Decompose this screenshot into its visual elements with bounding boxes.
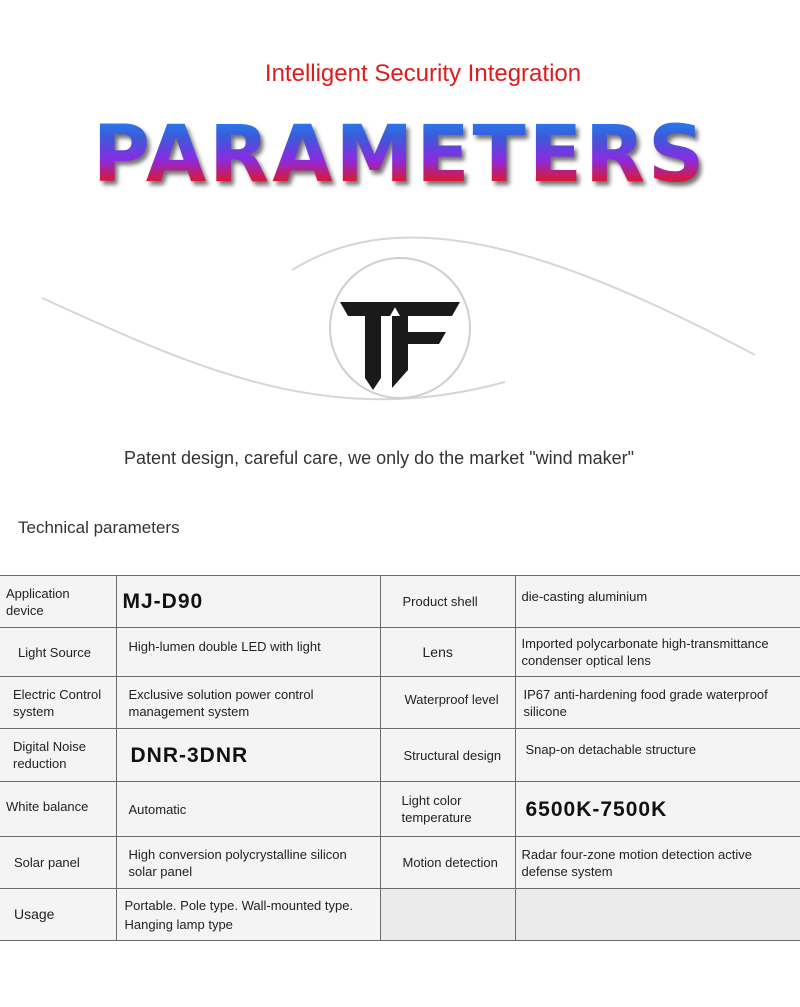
param-label: Product shell <box>380 576 515 628</box>
param-label: White balance <box>0 782 116 837</box>
logo-swoosh-graphic <box>0 220 800 440</box>
param-value: MJ-D90 <box>116 576 380 628</box>
param-label: Light color temperature <box>380 782 515 837</box>
param-label: Light Source <box>0 628 116 677</box>
param-label: Waterproof level <box>380 677 515 729</box>
param-label: Solar panel <box>0 837 116 889</box>
param-value: Snap-on detachable structure <box>515 729 800 782</box>
tagline: Patent design, careful care, we only do the market "wind maker" <box>123 448 635 468</box>
param-label: Motion detection <box>380 837 515 889</box>
param-value: Portable. Pole type. Wall-mounted type. Hanging lamp type <box>116 889 380 941</box>
table-row <box>0 576 800 628</box>
param-label: Structural design <box>380 729 515 782</box>
param-label: Digital Noise reduction <box>0 729 116 782</box>
param-value: High conversion polycrystalline silicon solar panel <box>116 837 380 889</box>
param-value: Imported polycarbonate high-transmittance condenser optical lens <box>515 628 800 677</box>
table-row <box>0 837 800 889</box>
param-value: High-lumen double LED with light <box>116 628 380 677</box>
table-row <box>0 628 800 677</box>
param-label: Electric Control system <box>0 677 116 729</box>
page-subtitle: Intelligent Security Integration <box>264 60 582 87</box>
param-value: Automatic <box>116 782 380 837</box>
table-row <box>0 782 800 837</box>
spec-table <box>0 575 800 941</box>
param-value: DNR-3DNR <box>116 729 380 782</box>
param-value: IP67 anti-hardening food grade waterproof silicone <box>515 677 800 729</box>
brand-logo-area <box>0 220 800 440</box>
param-label: Usage <box>0 889 116 941</box>
table-row <box>0 729 800 782</box>
param-value: Radar four-zone motion detection active defense system <box>515 837 800 889</box>
table-row <box>0 677 800 729</box>
section-title: Technical parameters <box>18 518 180 537</box>
param-label: Application device <box>0 576 116 628</box>
page-headline: PARAMETERS <box>0 110 800 200</box>
param-value: die-casting aluminium <box>515 576 800 628</box>
param-label <box>380 889 515 941</box>
param-value <box>515 889 800 941</box>
param-label: Lens <box>380 628 515 677</box>
param-value: 6500K-7500K <box>515 782 800 837</box>
param-value: Exclusive solution power control management system <box>116 677 380 729</box>
table-row <box>0 889 800 941</box>
